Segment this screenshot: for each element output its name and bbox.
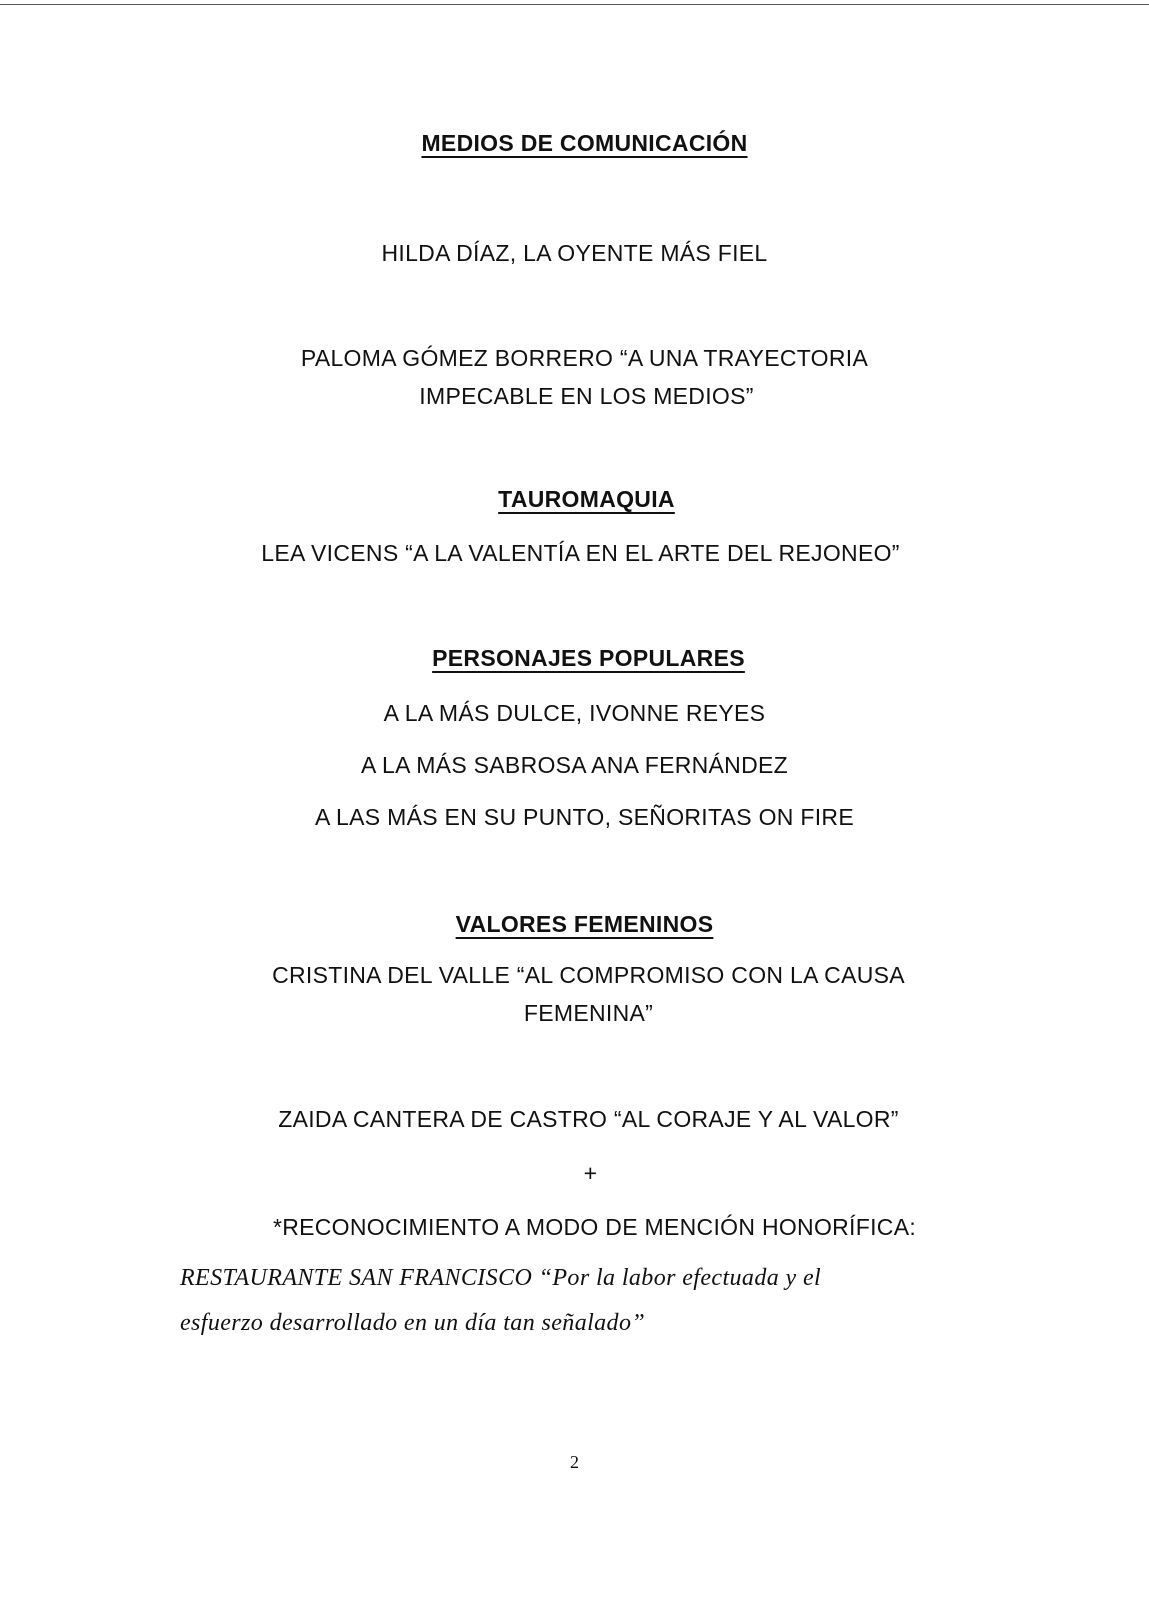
- entry-paloma-gomez-line-2: IMPECABLE EN LOS MEDIOS”: [419, 383, 754, 409]
- mencion-line-2: esfuerzo desarrollado en un día tan señalado”: [180, 1310, 646, 1336]
- entry-cristina-del-valle-line-1: CRISTINA DEL VALLE “AL COMPROMISO CON LA CAUSA: [272, 962, 905, 988]
- plus-separator: +: [583, 1160, 598, 1186]
- entry-cristina-del-valle-line-2: FEMENINA”: [523, 1000, 654, 1026]
- heading-personajes-populares: PERSONAJES POPULARES: [432, 645, 745, 671]
- entry-hilda-diaz: HILDA DÍAZ, LA OYENTE MÁS FIEL: [381, 240, 768, 266]
- entry-ivonne-reyes: A LA MÁS DULCE, IVONNE REYES: [383, 700, 766, 726]
- heading-medios-de-comunicacion: MEDIOS DE COMUNICACIÓN: [421, 130, 748, 156]
- entry-lea-vicens: LEA VICENS “A LA VALENTÍA EN EL ARTE DEL REJONEO”: [261, 540, 900, 566]
- scan-edge-line: [0, 4, 1149, 5]
- entry-ana-fernandez: A LA MÁS SABROSA ANA FERNÁNDEZ: [361, 752, 788, 778]
- heading-valores-femeninos: VALORES FEMENINOS: [455, 911, 714, 937]
- entry-zaida-cantera: ZAIDA CANTERA DE CASTRO “AL CORAJE Y AL VALOR”: [278, 1106, 899, 1132]
- mencion-line-1: RESTAURANTE SAN FRANCISCO “Por la labor efectuada y el: [180, 1265, 822, 1291]
- page-number: 2: [570, 1452, 579, 1472]
- heading-tauromaquia: TAUROMAQUIA: [498, 486, 675, 512]
- mencion-honorifica-heading: *RECONOCIMIENTO A MODO DE MENCIÓN HONORÍFICA:: [272, 1214, 917, 1240]
- entry-paloma-gomez-line-1: PALOMA GÓMEZ BORRERO “A UNA TRAYECTORIA: [300, 345, 869, 371]
- entry-senoritas-on-fire: A LAS MÁS EN SU PUNTO, SEÑORITAS ON FIRE: [315, 804, 854, 830]
